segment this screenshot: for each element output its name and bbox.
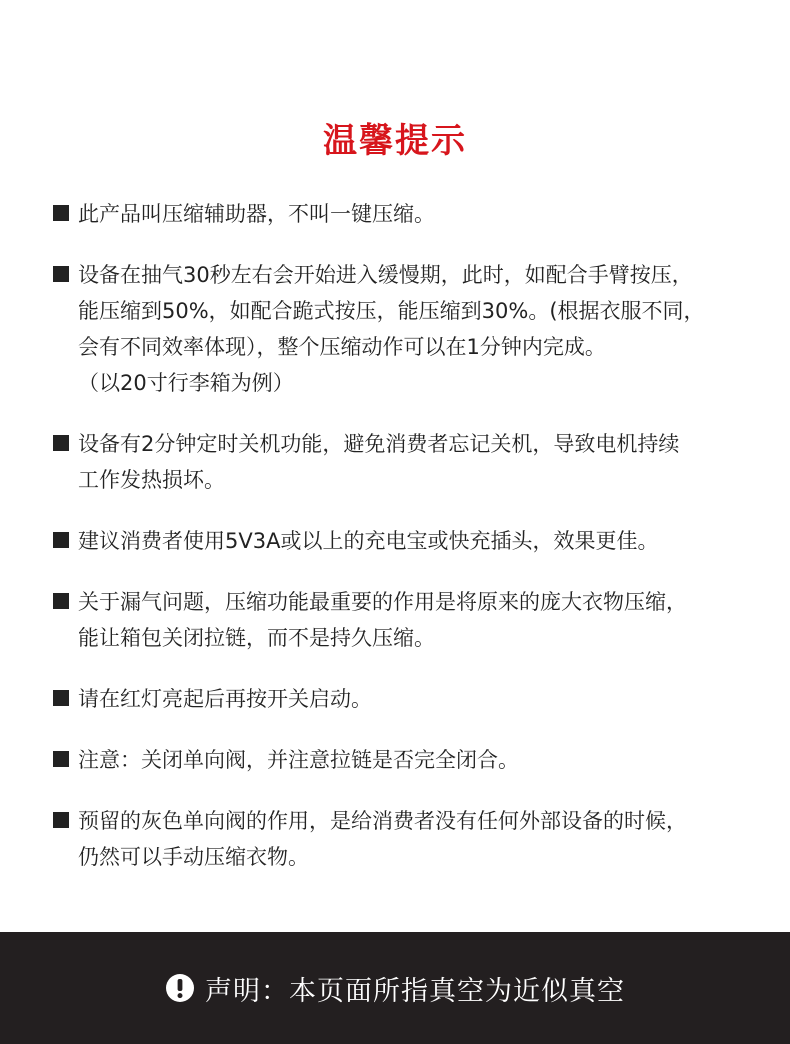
tip-item bbox=[50, 742, 750, 778]
square-bullet-icon bbox=[53, 751, 69, 767]
exclamation-circle-icon bbox=[165, 973, 195, 1003]
square-bullet-icon bbox=[53, 266, 69, 282]
tip-line: 设备有2分钟定时关机功能，避免消费者忘记关机，导致电机持续 bbox=[78, 432, 680, 456]
tip-item bbox=[50, 523, 750, 559]
square-bullet-icon bbox=[53, 532, 69, 548]
tip-line: 此产品叫压缩辅助器，不叫一键压缩。 bbox=[78, 202, 435, 226]
tip-item bbox=[50, 803, 750, 875]
tips-list bbox=[50, 196, 750, 875]
tip-line: （以20寸行李箱为例） bbox=[78, 371, 294, 395]
square-bullet-icon bbox=[53, 593, 69, 609]
tip-line: 设备在抽气30秒左右会开始进入缓慢期，此时，如配合手臂按压， bbox=[78, 263, 693, 287]
tip-line: 注意：关闭单向阀，并注意拉链是否完全闭合。 bbox=[78, 748, 519, 772]
tip-line: 建议消费者使用5V3A或以上的充电宝或快充插头，效果更佳。 bbox=[78, 529, 659, 553]
tip-line: 会有不同效率体现），整个压缩动作可以在1分钟内完成。 bbox=[78, 335, 606, 359]
tip-line: 工作发热损坏。 bbox=[78, 468, 225, 492]
square-bullet-icon bbox=[53, 812, 69, 828]
tip-item bbox=[50, 584, 750, 656]
tip-item bbox=[50, 681, 750, 717]
disclaimer-text: 声明：本页面所指真空为近似真空 bbox=[205, 975, 625, 1007]
square-bullet-icon bbox=[53, 205, 69, 221]
square-bullet-icon bbox=[53, 690, 69, 706]
disclaimer-banner bbox=[0, 932, 790, 1044]
tip-line: 请在红灯亮起后再按开关启动。 bbox=[78, 687, 372, 711]
tip-line: 能让箱包关闭拉链，而不是持久压缩。 bbox=[78, 626, 435, 650]
tip-line: 能压缩到50%，如配合跪式按压，能压缩到30%。(根据衣服不同， bbox=[78, 299, 705, 323]
tip-item bbox=[50, 426, 750, 498]
tip-item bbox=[50, 257, 750, 401]
tip-line: 关于漏气问题，压缩功能最重要的作用是将原来的庞大衣物压缩， bbox=[78, 590, 687, 614]
tip-line: 仍然可以手动压缩衣物。 bbox=[78, 845, 309, 869]
tip-item bbox=[50, 196, 750, 232]
page-title: 温馨提示 bbox=[323, 120, 467, 161]
square-bullet-icon bbox=[53, 435, 69, 451]
tip-line: 预留的灰色单向阀的作用，是给消费者没有任何外部设备的时候， bbox=[78, 809, 687, 833]
